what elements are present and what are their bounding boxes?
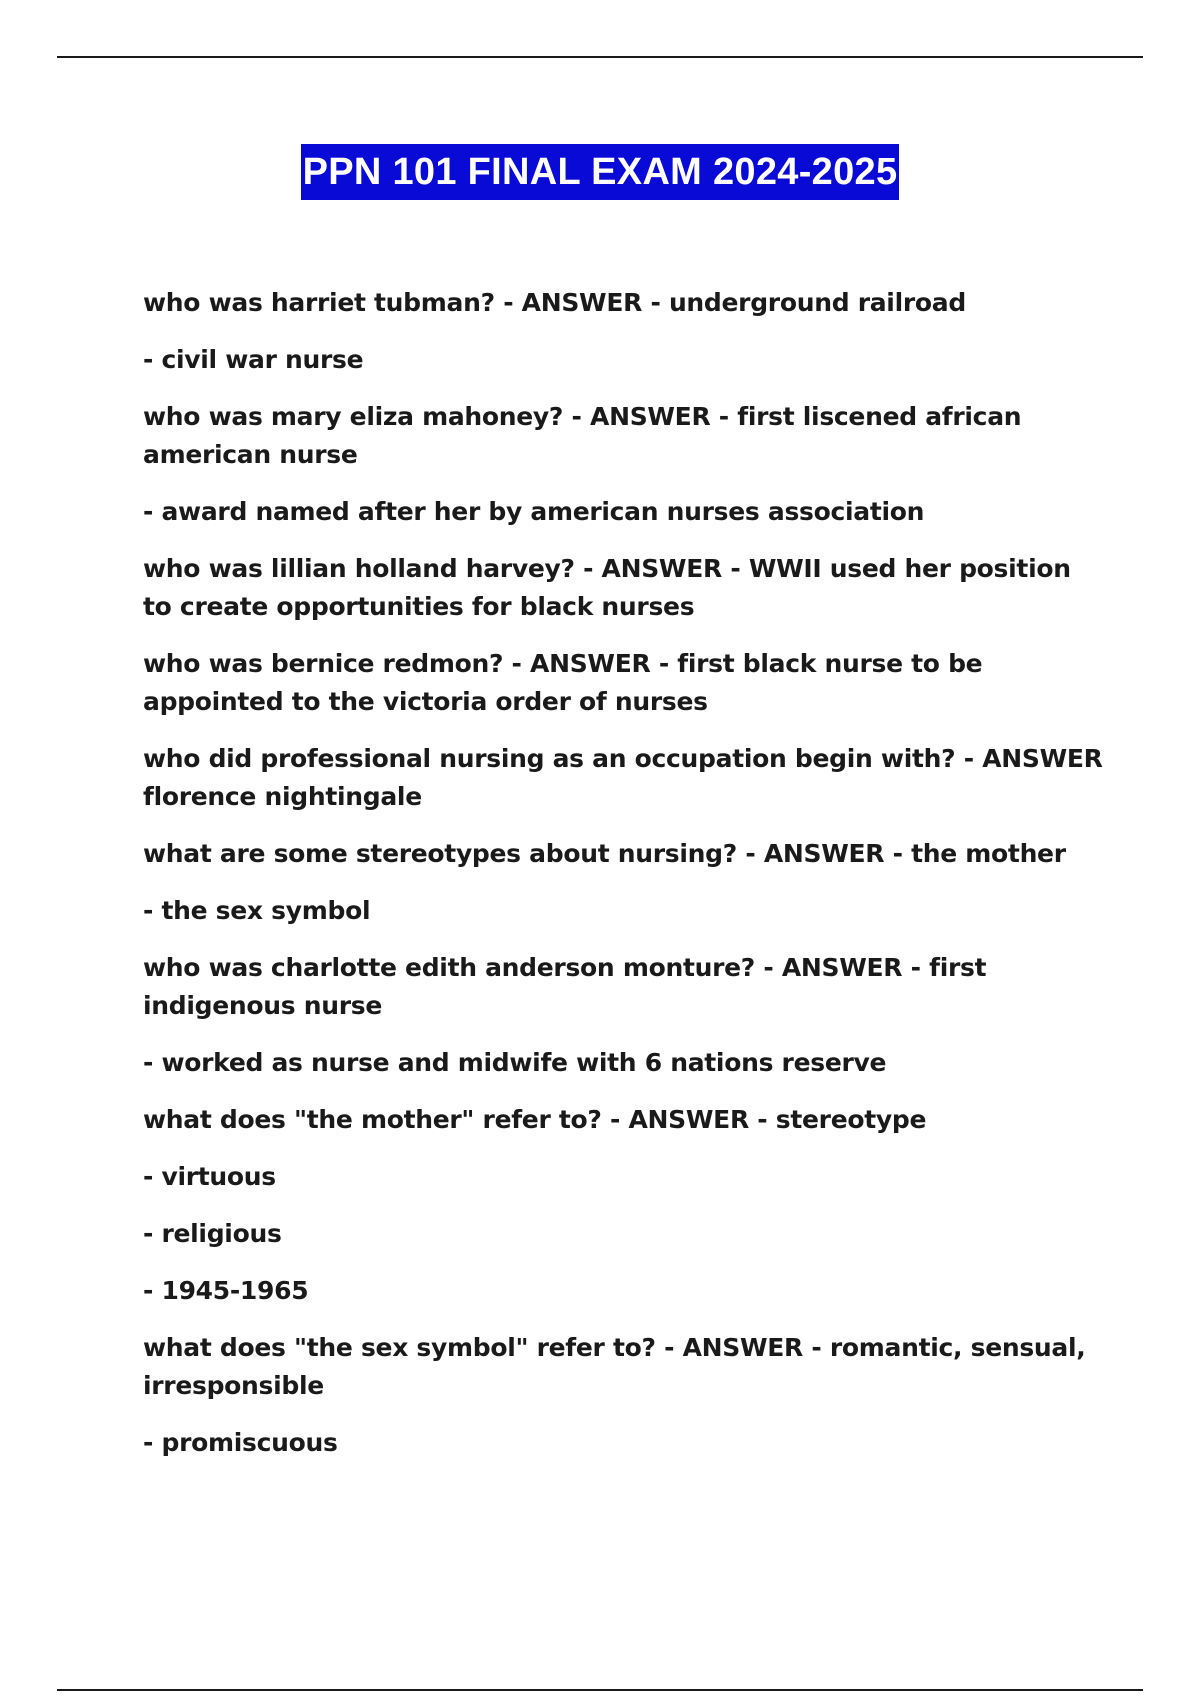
paragraph: what does "the sex symbol" refer to? - ANSWER - romantic, sensual, irresponsible <box>143 1333 1086 1400</box>
paragraph: who was charlotte edith anderson monture? - ANSWER - first indigenous nurse <box>143 953 987 1020</box>
paragraph: who was lillian holland harvey? - ANSWER - WWII used her position to create opportunities for black nurses <box>143 554 1071 621</box>
paragraph: who was harriet tubman? - ANSWER - underground railroad <box>143 288 966 317</box>
title-container <box>0 144 1200 200</box>
paragraph: - award named after her by american nurses association <box>143 497 925 526</box>
paragraph: who was bernice redmon? - ANSWER - first black nurse to be appointed to the victoria order of nurses <box>143 649 983 716</box>
paragraph: - 1945-1965 <box>143 1276 309 1305</box>
paragraph: who was mary eliza mahoney? - ANSWER - first liscened african american nurse <box>143 402 1022 469</box>
paragraph: - promiscuous <box>143 1428 338 1457</box>
document-title: PPN 101 FINAL EXAM 2024-2025 <box>301 144 900 200</box>
paragraph: - worked as nurse and midwife with 6 nations reserve <box>143 1048 887 1077</box>
paragraph: who did professional nursing as an occupation begin with? - ANSWER florence nightingale <box>143 744 1103 811</box>
top-rule <box>57 56 1143 58</box>
document-body <box>143 284 1103 1481</box>
paragraph: - virtuous <box>143 1162 276 1191</box>
paragraph: - civil war nurse <box>143 345 364 374</box>
bottom-rule <box>57 1689 1143 1691</box>
paragraph: what does "the mother" refer to? - ANSWER - stereotype <box>143 1105 927 1134</box>
paragraph: - religious <box>143 1219 282 1248</box>
paragraph: - the sex symbol <box>143 896 371 925</box>
paragraph: what are some stereotypes about nursing? - ANSWER - the mother <box>143 839 1066 868</box>
